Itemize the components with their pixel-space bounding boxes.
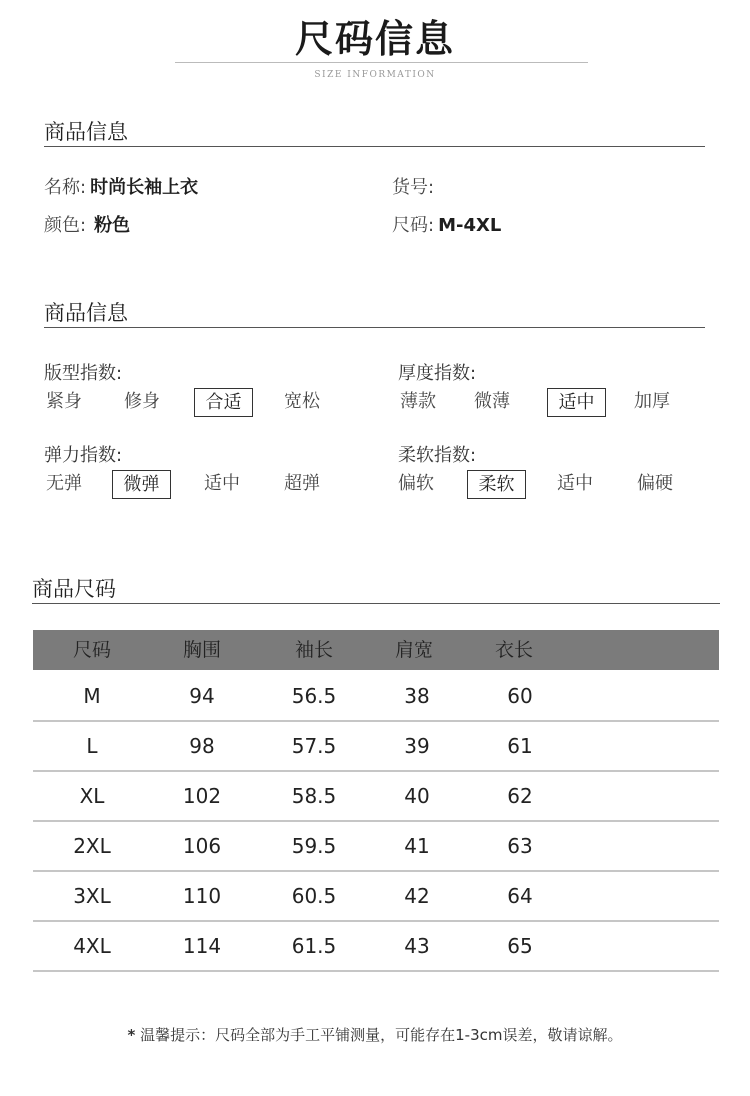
item-number-label: 货号: (392, 177, 435, 198)
table-cell: 94 (189, 684, 215, 708)
softness-option: 偏硬 (637, 473, 673, 494)
product-name-row (44, 173, 198, 199)
softness-index-label: 柔软指数: (398, 445, 477, 466)
table-cell: 114 (182, 934, 222, 958)
table-cell: 61 (507, 734, 533, 758)
product-color-row (44, 211, 130, 237)
table-cell: 59.5 (291, 834, 337, 858)
table-row (33, 722, 719, 772)
product-color-value: 粉色 (94, 215, 131, 236)
table-cell: 64 (507, 884, 533, 908)
page-title: 尺码信息 (294, 17, 455, 61)
table-cell: 2XL (73, 834, 111, 858)
size-chart-heading: 商品尺码 (32, 577, 116, 601)
note-asterisk: * (127, 1026, 136, 1044)
product-size-label: 尺码: (392, 215, 435, 236)
table-cell: 56.5 (291, 684, 337, 708)
product-info-heading: 商品信息 (44, 120, 128, 144)
table-cell: 63 (507, 834, 533, 858)
elasticity-index-label: 弹力指数: (44, 445, 123, 466)
table-cell: 62 (507, 784, 533, 808)
table-cell: 60 (507, 684, 533, 708)
table-cell: M (83, 684, 101, 708)
thickness-option: 加厚 (634, 391, 670, 412)
softness-option: 偏软 (398, 473, 434, 494)
table-row (33, 672, 719, 722)
table-cell: 42 (404, 884, 430, 908)
column-header: 肩宽 (394, 639, 433, 661)
note-text: 温馨提示：尺码全部为手工平铺测量，可能存在1-3cm误差，敬请谅解。 (140, 1026, 623, 1044)
table-cell: 40 (404, 784, 430, 808)
table-cell: 58.5 (291, 784, 337, 808)
thickness-index-label: 厚度指数: (398, 363, 477, 384)
table-cell: 57.5 (291, 734, 337, 758)
table-cell: 110 (182, 884, 222, 908)
product-size-value: M-4XL (438, 215, 502, 236)
table-row (33, 772, 719, 822)
size-table-header (33, 630, 719, 670)
table-row (33, 872, 719, 922)
thickness-option: 微薄 (474, 391, 510, 412)
fit-option: 紧身 (46, 391, 82, 412)
thickness-option: 薄款 (400, 391, 436, 412)
title-divider (175, 62, 588, 63)
table-cell: 4XL (73, 934, 111, 958)
table-cell: 106 (182, 834, 222, 858)
table-cell: 60.5 (291, 884, 337, 908)
thickness-option: 适中 (547, 388, 606, 417)
fit-option: 合适 (194, 388, 253, 417)
table-row (33, 822, 719, 872)
table-cell: XL (79, 784, 105, 808)
fit-option: 宽松 (284, 391, 320, 412)
column-header: 袖长 (294, 639, 333, 661)
elasticity-option: 无弹 (46, 473, 82, 494)
elasticity-option: 适中 (204, 473, 240, 494)
elasticity-option: 超弹 (284, 473, 320, 494)
indices-heading: 商品信息 (44, 301, 128, 325)
table-row (33, 922, 719, 972)
elasticity-option: 微弹 (112, 470, 171, 499)
indices-divider (44, 327, 705, 328)
column-header: 衣长 (494, 639, 533, 661)
table-cell: 65 (507, 934, 533, 958)
fit-index-label: 版型指数: (44, 363, 123, 384)
table-cell: 3XL (73, 884, 111, 908)
product-name-value: 时尚长袖上衣 (90, 177, 199, 198)
column-header: 尺码 (72, 639, 111, 661)
page-subtitle: SIZE INFORMATION (314, 70, 436, 80)
fit-option: 修身 (124, 391, 160, 412)
product-name-label: 名称: (44, 177, 87, 198)
item-number-row (392, 173, 438, 199)
table-cell: 98 (189, 734, 215, 758)
softness-option: 柔软 (467, 470, 526, 499)
measurement-note (0, 1024, 750, 1045)
column-header: 胸围 (182, 639, 221, 661)
table-cell: 43 (404, 934, 430, 958)
product-size-row (392, 211, 501, 237)
softness-option: 适中 (557, 473, 593, 494)
table-cell: 102 (182, 784, 222, 808)
product-info-divider (44, 146, 705, 147)
table-cell: L (86, 734, 98, 758)
table-cell: 39 (404, 734, 430, 758)
product-color-label: 颜色: (44, 215, 87, 236)
size-chart-divider (32, 603, 720, 604)
table-cell: 38 (404, 684, 430, 708)
table-cell: 41 (404, 834, 430, 858)
table-cell: 61.5 (291, 934, 337, 958)
